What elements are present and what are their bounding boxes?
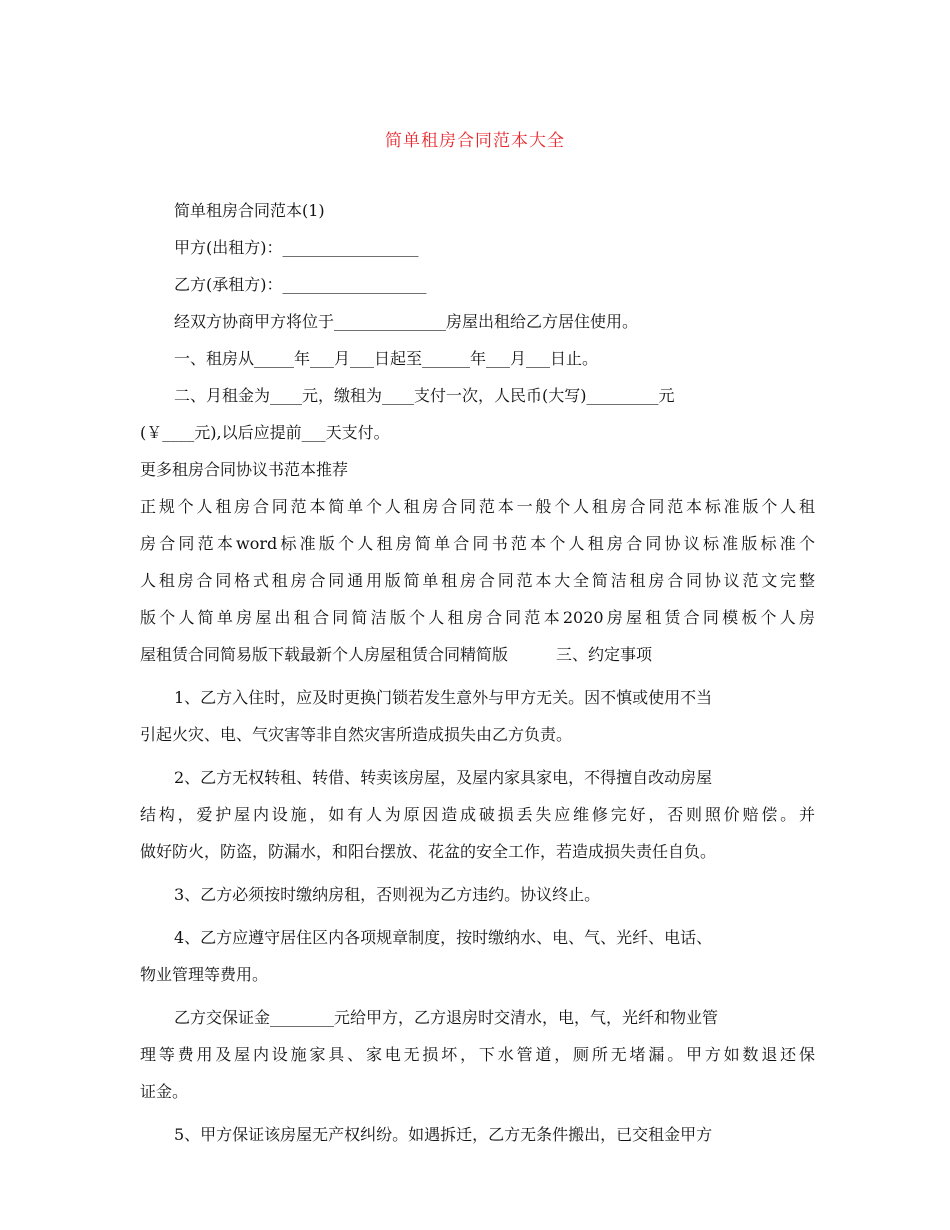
agreed-item-2-continued: 结构，爱护屋内设施，如有人为原因造成破损丢失应维修完好，否则照价赔偿。并 <box>140 805 815 824</box>
party-b-line: 乙方(承租方)：__________________ <box>174 275 427 294</box>
recommendation-text-line: 正规个人租房合同范本简单个人租房合同范本一般个人租房合同范本标准版个人租 <box>140 497 815 516</box>
clause-1-rent-period: 一、租房从_____年___月___日起至______年___月___日止。 <box>174 349 599 368</box>
document-title: 简单租房合同范本大全 <box>385 131 565 151</box>
clause-2-rent-amount: 二、月租金为____元，缴租为____支付一次，人民币(大写)_________元 <box>174 386 675 405</box>
recommendation-text-line: 屋租赁合同简易版下载最新个人房屋租赁合同精简版 三、约定事项 <box>140 645 653 664</box>
agreed-item-1: 1、乙方入住时，应及时更换门锁若发生意外与甲方无关。因不慎或使用不当 <box>174 688 713 707</box>
deposit-clause-continued: 证金。 <box>140 1082 189 1101</box>
contract-subtitle: 简单租房合同范本(1) <box>174 201 325 220</box>
agreed-item-4-continued: 物业管理等费用。 <box>140 965 269 984</box>
agreed-item-1-continued: 引起火灾、电、气灾害等非自然灾害所造成损失由乙方负责。 <box>140 725 573 744</box>
agreement-intro: 经双方协商甲方将位于______________房屋出租给乙方居住使用。 <box>174 312 639 331</box>
agreed-item-2: 2、乙方无权转租、转借、转卖该房屋，及屋内家具家电，不得擅自改动房屋 <box>174 768 713 787</box>
deposit-clause: 乙方交保证金________元给甲方，乙方退房时交清水，电，气，光纤和物业管 <box>174 1008 719 1027</box>
document-body <box>140 192 815 1153</box>
recommendation-text-line: 人租房合同格式租房合同通用版简单租房合同范本大全简洁租房合同协议范文完整 <box>140 571 815 590</box>
agreed-item-4: 4、乙方应遵守居住区内各项规章制度，按时缴纳水、电、气、光纤、电话、 <box>174 928 713 947</box>
agreed-item-2-continued: 做好防火，防盗，防漏水，和阳台摆放、花盆的安全工作，若造成损失责任自负。 <box>140 842 717 861</box>
agreed-item-3: 3、乙方必须按时缴纳房租，否则视为乙方违约。协议终止。 <box>174 885 601 904</box>
clause-2-continued: (￥____元),以后应提前___天支付。 <box>140 423 390 442</box>
deposit-clause-continued: 理等费用及屋内设施家具、家电无损坏，下水管道，厕所无堵漏。甲方如数退还保 <box>140 1045 815 1064</box>
recommendation-heading: 更多租房合同协议书范本推荐 <box>140 460 349 479</box>
recommendation-text-line: 房合同范本word标准版个人租房简单合同书范本个人租房合同协议标准版标准个 <box>140 534 815 553</box>
party-a-line: 甲方(出租方)：_________________ <box>174 238 419 257</box>
agreed-item-5: 5、甲方保证该房屋无产权纠纷。如遇拆迁，乙方无条件搬出，已交租金甲方 <box>174 1125 713 1144</box>
recommendation-text-line: 版个人简单房屋出租合同简洁版个人租房合同范本2020房屋租赁合同模板个人房 <box>140 608 815 627</box>
